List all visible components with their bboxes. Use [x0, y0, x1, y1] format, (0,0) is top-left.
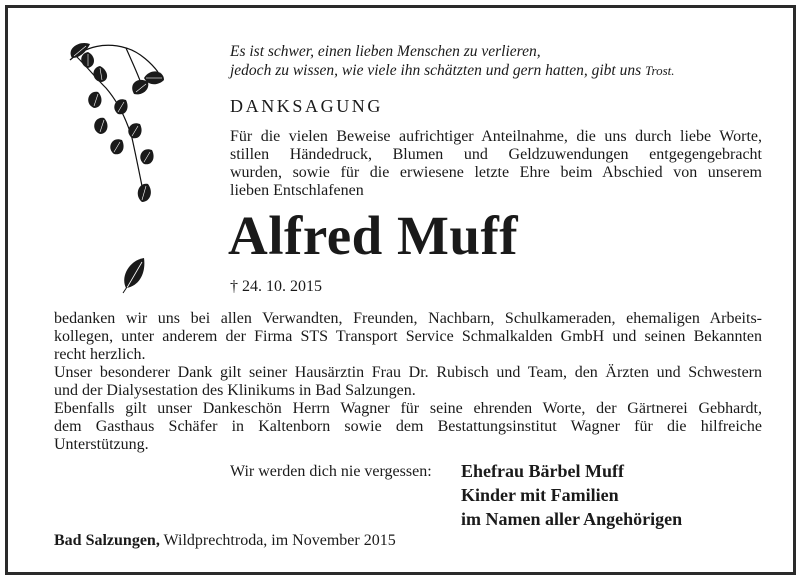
leaf-branch-icon	[66, 38, 176, 208]
signatory-line: im Namen aller Angehörigen	[461, 509, 683, 529]
memorial-quote	[230, 42, 770, 80]
death-date: † 24. 10. 2015	[230, 278, 322, 295]
place-and-date	[54, 532, 396, 550]
heading-danksagung: DANKSAGUNG	[230, 96, 384, 116]
intro-line: Für die vielen Beweise aufrichtiger Anteilnahme, die uns durch liebe Worte,	[230, 128, 762, 145]
place-rest: Wildprechtroda, im November 2015	[163, 532, 396, 549]
body-line: und der Dialysestation des Klinikums in Bad Salzungen.	[54, 382, 416, 399]
closing-lead: Wir werden dich nie vergessen:	[230, 463, 432, 480]
body-line: Unterstützung.	[54, 436, 149, 453]
signatory-line: Ehefrau Bärbel Muff	[461, 461, 624, 481]
body-line: Unser besonderer Dank gilt seiner Hausärztin Frau Dr. Rubisch und Team, den Ärzten und Schwestern	[54, 364, 762, 381]
thanks-body	[54, 310, 762, 454]
body-line: dem Gasthaus Schäfer in Kaltenborn sowie dem Bestattungsinstitut Wagner für die hilfreiche	[54, 418, 762, 435]
deceased-name: Alfred Muff	[228, 205, 519, 266]
quote-trost: Trost.	[645, 63, 675, 78]
intro-line: wurden, sowie für die erwiesene letzte Ehre beim Abschied von unserem	[230, 164, 762, 181]
place-city: Bad Salzungen,	[54, 532, 160, 549]
body-line: Ebenfalls gilt unser Dankeschön Herrn Wagner für seine ehrenden Worte, der Gärtnerei Gebhardt,	[54, 400, 762, 417]
intro-line: stillen Händedruck, Blumen und Geldzuwendungen entgegengebracht	[230, 146, 762, 163]
quote-line-2: jedoch zu wissen, wie viele ihn schätzten und gern hatten, gibt uns Trost.	[230, 62, 675, 79]
intro-text	[230, 128, 762, 200]
falling-leaf-icon	[120, 254, 150, 294]
signatories	[461, 459, 682, 531]
obituary-notice	[5, 5, 796, 575]
body-line: recht herzlich.	[54, 346, 146, 363]
signatory-line: Kinder mit Familien	[461, 485, 619, 505]
intro-line: lieben Entschlafenen	[230, 182, 364, 199]
quote-line-1: Es ist schwer, einen lieben Menschen zu verlieren,	[230, 43, 541, 60]
body-line: kollegen, unter anderem der Firma STS Transport Service Schmalkalden GmbH und seinen Bekannten	[54, 328, 762, 345]
body-line: bedanken wir uns bei allen Verwandten, Freunden, Nachbarn, Schulkameraden, ehemaligen Arbeits-	[54, 310, 762, 327]
